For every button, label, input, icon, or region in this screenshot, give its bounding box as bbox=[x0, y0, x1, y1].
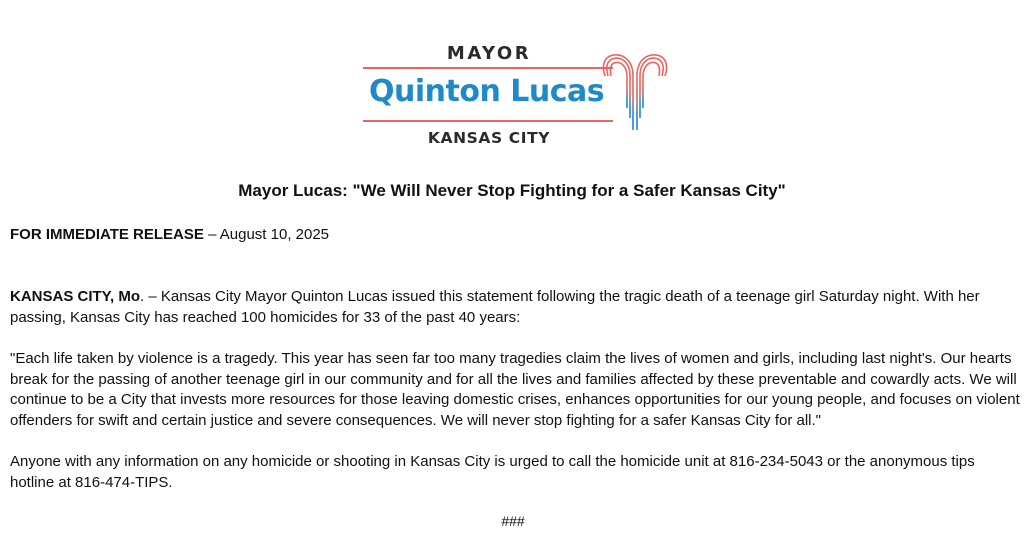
tips-paragraph: Anyone with any information on any homicide or shooting in Kansas City is urged to call the homicide unit at 816-234-5043 or the anonymous tips hotline at 816-474-TIPS. bbox=[10, 453, 975, 491]
lead-text: . – Kansas City Mayor Quinton Lucas issued this statement following the tragic death of a teenage girl Saturday night. With her passing, Kansas City has reached 100 homicides for 33 of the past 40 years: bbox=[10, 288, 980, 326]
mayor-quote-paragraph: "Each life taken by violence is a tragedy. This year has seen far too many tragedies claim the lives of women and girls, including last night's. Our hearts break for the passing of another teenage girl in our community and for all the lives and families affected by these preventable and cowardly acts. We will continue to be a City that invests more resources for those leaving domestic crises, enhances opportunities for our young people, and focuses on violent offenders for swift and certain justice and severe consequences. We will never stop fighting for a safer Kansas City for all." bbox=[10, 350, 1020, 429]
release-separator: – bbox=[203, 226, 220, 243]
press-release-title: Mayor Lucas: "We Will Never Stop Fighting for a Safer Kansas City" bbox=[238, 181, 786, 200]
logo-bottom-rule bbox=[363, 120, 613, 122]
release-label: FOR IMMEDIATE RELEASE bbox=[10, 226, 204, 243]
logo-mayor-text: MAYOR bbox=[446, 43, 532, 64]
end-mark: ### bbox=[501, 513, 525, 529]
logo-top-rule bbox=[363, 67, 613, 69]
release-line bbox=[10, 225, 1020, 246]
mayor-logo bbox=[362, 42, 672, 152]
release-date: August 10, 2025 bbox=[219, 226, 330, 243]
dateline: KANSAS CITY, Mo bbox=[10, 288, 141, 305]
logo-name-text: Quinton Lucas bbox=[369, 74, 605, 109]
fountain-logo-icon bbox=[602, 46, 668, 132]
lead-paragraph bbox=[10, 287, 1020, 328]
logo-city-text: KANSAS CITY bbox=[427, 129, 551, 147]
